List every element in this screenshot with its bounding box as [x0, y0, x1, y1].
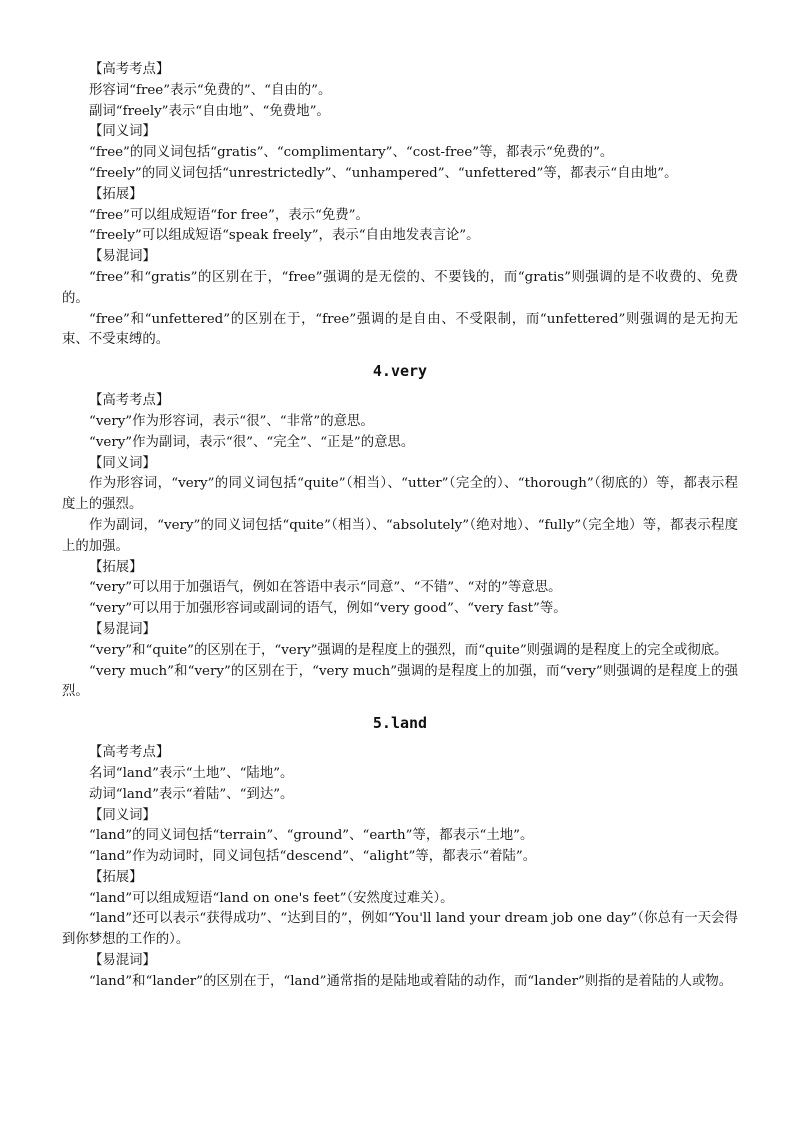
paragraph: “very”和“quite”的区别在于，“very”强调的是程度上的强烈，而“quite”则强调的是程度上的完全或彻底。: [89, 642, 728, 658]
paragraph: “very”可以用于加强语气，例如在答语中表示“同意”、“不错”、“对的”等意思。: [89, 580, 562, 596]
paragraph: “freely”可以组成短语“speak freely”，表示“自由地发表言论”。: [89, 228, 480, 244]
heading-yihun: 【易混词】: [89, 249, 156, 265]
paragraph: 名词“land”表示“土地”、“陆地”。: [89, 765, 294, 781]
paragraph: “very much”和“very”的区别在于，“very much”强调的是程度上的加强，而“very”则强调的是程度上的强烈。: [62, 663, 738, 700]
document-page: [62, 60, 738, 993]
paragraph: “free”和“unfettered”的区别在于，“free”强调的是自由、不受限制，而“unfettered”则强调的是无拘无束、不受束缚的。: [62, 311, 738, 348]
heading-yihun: 【易混词】: [89, 621, 156, 637]
heading-yihun: 【易混词】: [89, 953, 156, 969]
heading-tongyi: 【同义词】: [89, 807, 156, 823]
paragraph: “land”和“lander”的区别在于，“land”通常指的是陆地或着陆的动作，而“lander”则指的是着陆的人或物。: [89, 973, 733, 989]
heading-tuozhan: 【拓展】: [89, 869, 143, 885]
paragraph: “land”可以组成短语“land on one's feet”（安然度过难关）。: [89, 890, 454, 906]
heading-tongyi: 【同义词】: [89, 455, 156, 471]
paragraph: “freely”的同义词包括“unrestrictedly”、“unhampered”、“unfettered”等，都表示“自由地”。: [89, 165, 678, 181]
heading-tongyi: 【同义词】: [89, 124, 156, 140]
paragraph: 形容词“free”表示“免费的”、“自由的”。: [89, 82, 332, 98]
paragraph: 动词“land”表示“着陆”、“到达”。: [89, 786, 294, 802]
section-title-very: 4.very: [372, 362, 428, 381]
heading-kaodian: 【高考考点】: [89, 393, 170, 409]
heading-tuozhan: 【拓展】: [89, 186, 143, 202]
section-land: [62, 743, 738, 993]
paragraph: “land”的同义词包括“terrain”、“ground”、“earth”等，都表示“土地”。: [89, 828, 534, 844]
paragraph: 作为副词，“very”的同义词包括“quite”（相当）、“absolutely”（绝对地）、“fully”（完全地）等，都表示程度上的加强。: [62, 517, 738, 554]
paragraph: “very”作为副词，表示“很”、“完全”、“正是”的意思。: [89, 434, 415, 450]
paragraph: “very”可以用于加强形容词或副词的语气，例如“very good”、“very fast”等。: [89, 601, 567, 617]
section-free: [62, 60, 738, 351]
heading-tuozhan: 【拓展】: [89, 559, 143, 575]
paragraph: “free”和“gratis”的区别在于，“free”强调的是无偿的、不要钱的，而“gratis”则强调的是不收费的、免费的。: [62, 269, 738, 306]
heading-kaodian: 【高考考点】: [89, 62, 170, 77]
paragraph: “very”作为形容词，表示“很”、“非常”的意思。: [89, 413, 374, 429]
paragraph: “land”作为动词时，同义词包括“descend”、“alight”等，都表示“着陆”。: [89, 849, 537, 865]
section-very: [62, 391, 738, 703]
paragraph: 作为形容词，“very”的同义词包括“quite”（相当）、“utter”（完全的）、“thorough”（彻底的）等，都表示程度上的强烈。: [62, 476, 738, 513]
section-title-land: 5.land: [372, 714, 428, 733]
paragraph: 副词“freely”表示“自由地”、“免费地”。: [89, 103, 330, 119]
paragraph: “land”还可以表示“获得成功”、“达到目的”，例如“You'll land your dream job one day”（你总有一天会得到你梦想的工作的）。: [62, 911, 738, 948]
paragraph: “free”可以组成短语“for free”，表示“免费”。: [89, 207, 369, 223]
paragraph: “free”的同义词包括“gratis”、“complimentary”、“cost-free”等，都表示“免费的”。: [89, 145, 614, 161]
heading-kaodian: 【高考考点】: [89, 745, 170, 761]
